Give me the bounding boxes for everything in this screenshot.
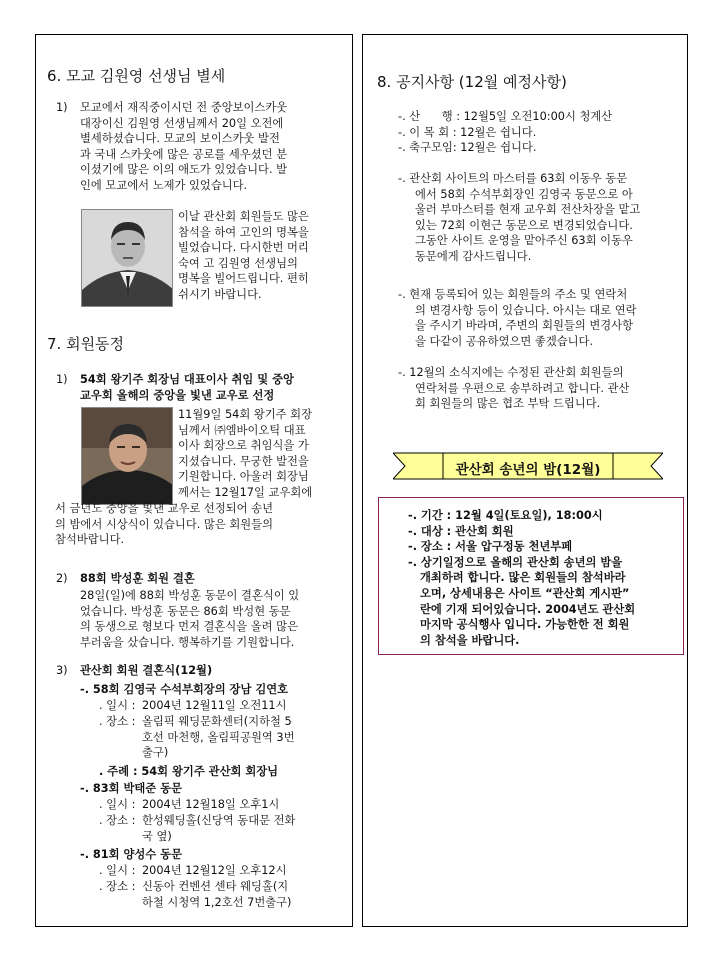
item-number: 3) [56,664,68,677]
item-number: 1) [56,101,68,114]
schedule-list: -. 산 행 : 12월5일 오전10:00시 청계산 -. 이 목 회 : 12월은 쉽니다. -. 축구모임: 12월은 쉽니다. [398,110,613,155]
wedding-1-title: -. 58회 김영국 수석부회장의 장남 김연호 [80,683,289,696]
right-column [362,34,688,927]
wedding-1-officiant: . 주례 : 54회 왕기주 관산회 회장님 [99,765,279,778]
wedding-3-place-label: . 장소 : [99,880,136,893]
wedding-3-date: 2004년 12월12일 오후12시 [142,864,287,877]
section-6-heading: 6. 모교 김원영 선생님 별세 [47,67,226,85]
wedding-3-place: 신동아 컨벤션 센타 웨딩홀(지 하철 시청역 1,2호선 7번출구) [142,880,292,909]
notice-contact-update: -. 현재 등록되어 있는 회원들의 주소 및 연락처 의 변경사항 등이 있습니다. 아시는 대로 연락 을 주시기 바라며, 주변의 회원들의 변경사항 을 다같이 공유하였으면 좋겠습니다. [398,288,637,348]
wedding-2-date: 2004년 12월18일 오후1시 [142,798,280,811]
item-number: 1) [56,373,68,386]
year-end-party-banner [393,451,663,481]
news-side-paragraph: 11월9일 54회 왕기주 회장 님께서 ㈜엠바이오틱 대표 이사 회장으로 취임식을 가 지셨습니다. 무궁한 발전을 기원합니다. 아울러 회장님 께서는 12월17일 교우회에 [178,408,313,499]
wedding-1-place-label: . 장소 : [99,715,136,728]
wedding-news-paragraph: 28일(일)에 88회 박성훈 동문이 결혼식이 있 었습니다. 박성훈 동문은 86회 박성현 동문 의 동생으로 형보다 먼저 결혼식을 올려 많은 부러움을 샀습니다. 행복하기를 기원합니다. [80,589,300,649]
wedding-2-place-label: . 장소 : [99,814,136,827]
wedding-1-date-label: . 일시 : [99,699,136,712]
wedding-2-date-label: . 일시 : [99,798,136,811]
wedding-2-title: -. 83회 박태준 동문 [80,782,182,795]
news-title: 54회 왕기주 회장님 대표이사 취임 및 중앙 교우회 올해의 중앙을 빛낸 교우로 선정 [80,373,294,402]
section-8-heading: 8. 공지사항 (12월 예정사항) [377,73,567,91]
notice-newsletter: -. 12월의 소식지에는 수정된 관산회 회원들의 연락처를 우편으로 송부하려고 합니다. 관산 회 회원들의 많은 협조 부탁 드립니다. [398,366,630,411]
portrait-photo [81,209,173,307]
wedding-3-title: -. 81회 양성수 동문 [80,848,182,861]
wedding-1-date: 2004년 12월11일 오전11시 [142,699,287,712]
weddings-title: 관산회 회원 결혼식(12월) [80,664,213,677]
item-number: 2) [56,572,68,585]
member-photo [81,407,173,505]
wedding-1-place: 올림픽 웨딩문화센터(지하철 5 호선 마천행, 올림픽공원역 3번 출구) [142,715,295,760]
wedding-2-place: 한성웨딩홀(신당역 동대문 전화 국 옆) [142,814,296,843]
news-paragraph: 서 금년도 중앙을 빛낸 교우로 선정되어 송년 의 밤에서 시상식이 있습니다. 많은 회원들의 참석바랍니다. [55,502,273,547]
obituary-side-paragraph: 이날 관산회 회원들도 많은 참석을 하여 고인의 명복을 빌었습니다. 다시한번 머리 숙여 고 김원영 선생님의 명복을 빌어드립니다. 편히 쉬시기 바랍니다. [178,210,309,301]
event-info-box [378,497,684,655]
wedding-3-date-label: . 일시 : [99,864,136,877]
wedding-news-title: 88회 박성훈 회원 결혼 [80,572,195,585]
obituary-paragraph: 모교에서 재직중이시던 전 중앙보이스카웃 대장이신 김원영 선생님께서 20일 오전에 별세하셨습니다. 모교의 보이스카웃 발전 과 국내 스카웃에 많은 공로를 세우셨던 분 이셨기에 많은 이의 애도가 있었습니다. 발 인에 모교에서 노제가 있었습니다. [80,101,288,192]
left-column [35,34,353,927]
notice-site-master: -. 관산회 사이트의 마스터를 63회 이동우 동문 에서 58회 수석부회장인 김영국 동문으로 아 울러 부마스터를 현재 교우회 전산차장을 맡고 있는 72회 이현근 동문으로 변경되었습니다. 그동안 사이트 운영을 맡아주신 63회 이동우 동문에게 감사드립니다. [398,172,641,263]
section-7-heading: 7. 회원동정 [47,335,125,353]
event-details: -. 기간 : 12월 4일(토요일), 18:00시 -. 대상 : 관산회 회원 -. 장소 : 서울 압구정동 천년부페 -. 상기일정으로 올해의 관산회 송년의 밤을 개최하려 합니다. 많은 회원들의 참석바라 오며, 상세내용은 사이트 “관산회 게시판” 란에 기재 되어있습니다. 2004년도 관산회 마지막 공식행사 입니다. 가능한한 전 회원 의 참석을 바랍니다. [408,509,636,647]
banner-title: 관산회 송년의 밤(12월) [455,462,601,478]
